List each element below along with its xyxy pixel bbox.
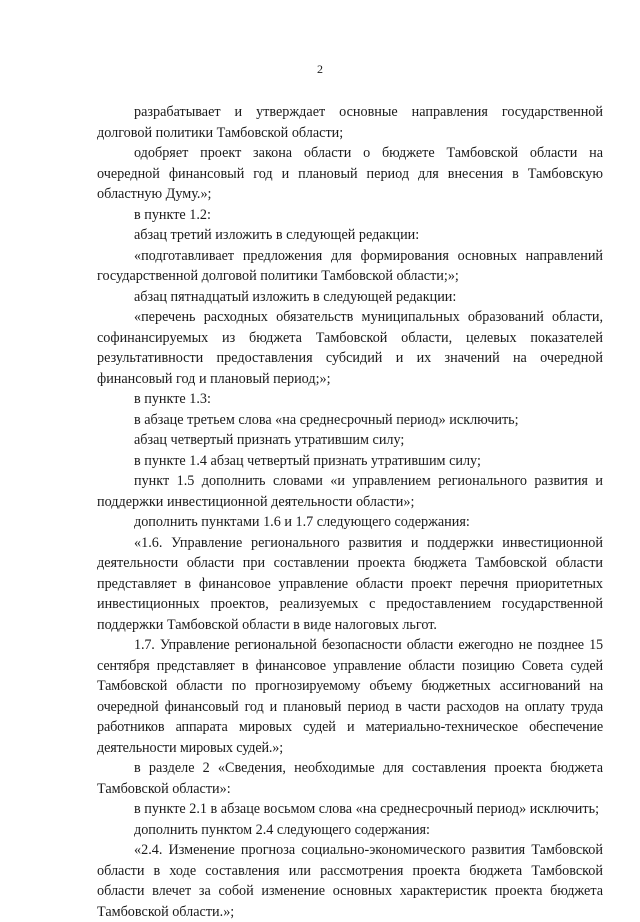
paragraph: одобряет проект закона области о бюджете Тамбовской области на очередной финансовый год и плановый период для внесения в Тамбовскую областную Думу.»; [97, 145, 603, 202]
paragraph: в пункте 1.2: [134, 206, 211, 223]
paragraph: в пункте 2.1 в абзаце восьмом слова «на среднесрочный период» исключить; [134, 801, 600, 817]
paragraph: дополнить пунктом 2.4 следующего содержания: [134, 821, 430, 838]
paragraph: абзац третий изложить в следующей редакции: [134, 227, 420, 243]
paragraph: «1.6. Управление регионального развития и поддержки инвестиционной деятельности области при составлении проекта бюджета Тамбовской области представляет в финансовое управление области проект перечня приоритетных инвестиционных проектов, реализуемых с предоставлением государственной поддержки Тамбовской области в виде налоговых льгот. [97, 534, 603, 633]
paragraph: «подготавливает предложения для формирования основных направлений государственной долговой политики Тамбовской области;»; [97, 247, 603, 284]
paragraph: пункт 1.5 дополнить словами «и управлением регионального развития и поддержки инвестиционной деятельности области»; [97, 473, 603, 510]
paragraph: 1.7. Управление региональной безопасности области ежегодно не позднее 15 сентября представляет в финансовое управление области позицию Совета судей Тамбовской области по прогнозируемому объему бюджетных ассигнований на очередной финансовый год и плановый период в части расходов на оплату труда работников аппарата мировых судей и материально-техническое обеспечение деятельности мировых судей.»; [97, 637, 603, 756]
paragraph: «2.4. Изменение прогноза социально-экономического развития Тамбовской области в ходе составления или рассмотрения проекта бюджета Тамбовской области влечет за собой изменение основных характеристик проекта бюджета Тамбовской области.»; [97, 842, 603, 920]
page-number: 2 [317, 62, 323, 76]
paragraph: в пункте 1.3: [134, 391, 211, 407]
paragraph: «перечень расходных обязательств муниципальных образований области, софинансируемых из бюджета Тамбовской области, целевых показателей результативности предоставления субсидий и их значений на очередной финансовый год и плановый период;»; [97, 309, 603, 387]
paragraph: в абзаце третьем слова «на среднесрочный период» исключить; [134, 411, 519, 428]
document-body [97, 102, 603, 922]
paragraph: в пункте 1.4 абзац четвертый признать утратившим силу; [134, 452, 481, 469]
paragraph: дополнить пунктами 1.6 и 1.7 следующего содержания: [134, 514, 470, 530]
paragraph: абзац четвертый признать утратившим силу; [134, 432, 405, 448]
paragraph: в разделе 2 «Сведения, необходимые для составления проекта бюджета Тамбовской области»: [97, 760, 603, 797]
paragraph: разрабатывает и утверждает основные направления государственной долговой политики Тамбовской области; [97, 104, 603, 141]
paragraph: абзац пятнадцатый изложить в следующей редакции: [134, 288, 457, 305]
